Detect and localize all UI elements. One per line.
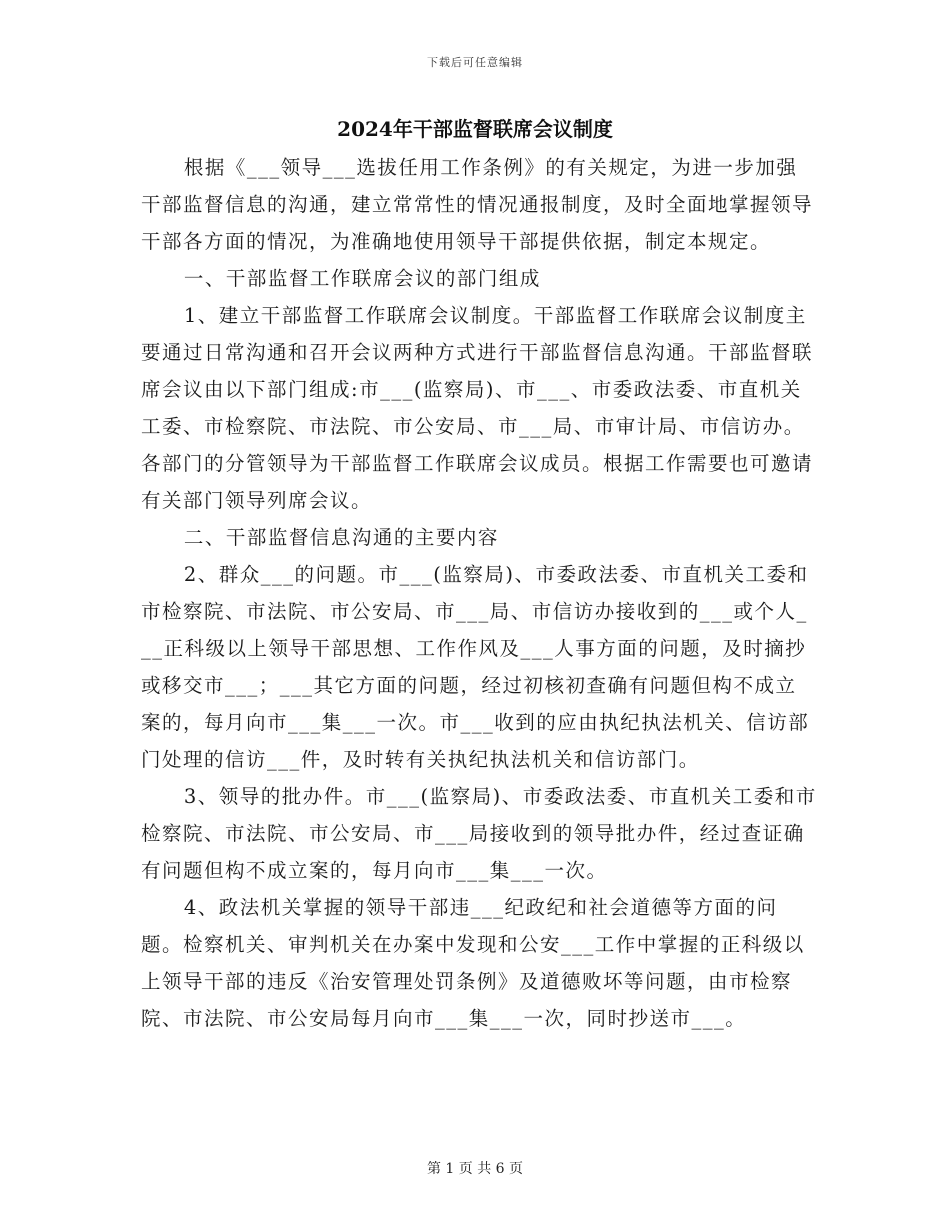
section-heading-2: 二、干部监督信息沟通的主要内容 (183, 526, 499, 549)
paragraph-item-2: 2、群众___的问题。市___(监察局)、市委政法委、市直机关工委和市检察院、市法院、市公安局、市___局、市信访办接收到的___或个人___正科级以上领导干部思想、工作作风及___人事方面的问题，及时摘抄或移交市___；___其它方面的问题，经过初核初查确有问题但构不成立案的，每月向市___集___一次。市___收到的应由执纪执法机关、信访部门处理的信访___件，及时转有关执纪执法机关和信访部门。 (141, 563, 810, 771)
document-title: 2024年干部监督联席会议制度 (337, 117, 613, 141)
paragraph-item-1: 1、建立干部监督工作联席会议制度。干部监督工作联席会议制度主要通过日常沟通和召开会议两种方式进行干部监督信息沟通。干部监督联席会议由以下部门组成:市___(监察局)、市___、市委政法委、市直机关工委、市检察院、市法院、市公安局、市___局、市审计局、市信访办。各部门的分管领导为干部监督工作联席会议成员。根据工作需要也可邀请有关部门领导列席会议。 (141, 304, 814, 512)
page-footer: 第 1 页 共 6 页 (426, 1161, 524, 1177)
paragraph-intro: 根据《___领导___选拔任用工作条例》的有关规定，为进一步加强干部监督信息的沟通，建立常常性的情况通报制度，及时全面地掌握领导干部各方面的情况，为准确地使用领导干部提供依据，制定本规定。 (141, 156, 814, 253)
paragraph-item-4: 4、政法机关掌握的领导干部违___纪政纪和社会道德等方面的问题。检察机关、审判机关在办案中发现和公安___工作中掌握的正科级以上领导干部的违反《治安管理处罚条例》及道德败坏等问题，由市检察院、市法院、市公安局每月向市___集___一次，同时抄送市___。 (141, 896, 805, 1030)
paragraph-item-3: 3、领导的批办件。市___(监察局)、市委政法委、市直机关工委和市检察院、市法院、市公安局、市___局接收到的领导批办件，经过查证确有问题但构不成立案的，每月向市___集___一次。 (141, 785, 817, 882)
header-note: 下载后可任意编辑 (427, 56, 523, 69)
section-heading-1: 一、干部监督工作联席会议的部门组成 (183, 267, 541, 290)
document-body (141, 149, 817, 1037)
